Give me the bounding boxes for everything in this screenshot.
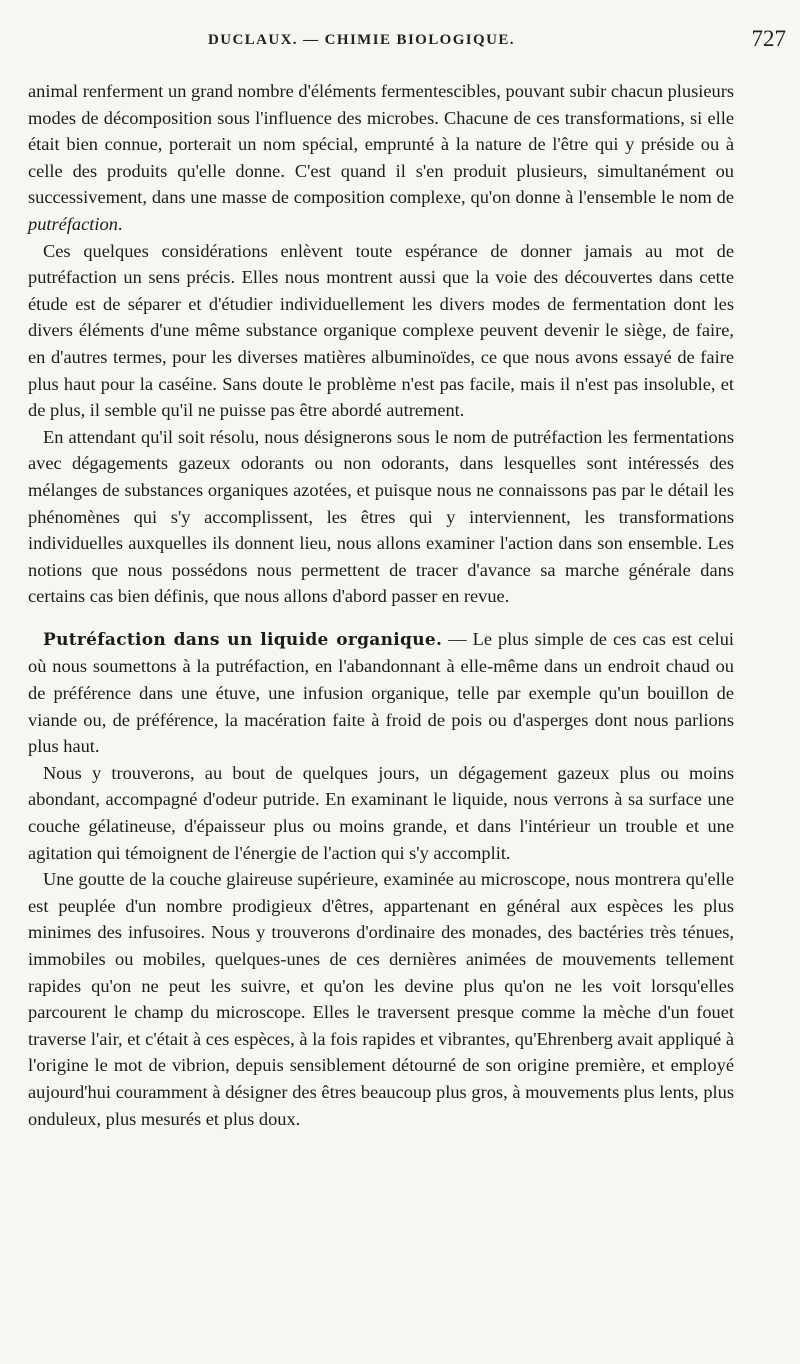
body-text [28, 78, 734, 1132]
paragraph: Nous y trouverons, au bout de quelques jours, un dégagement gazeux plus ou moins abondant, accompagné d'odeur putride. En examinant le liquide, nous verrons à sa surface une couche gélatineuse, d'épaisseur plus ou moins grande, et dans l'intérieur un trouble et une agitation qui témoignent de l'énergie de l'action qui s'y accomplit. [28, 762, 734, 863]
paragraph-text-end: . [117, 213, 123, 234]
section-paragraph [28, 626, 734, 760]
paragraph: Une goutte de la couche glaireuse supérieure, examinée au microscope, nous montrera qu'elle est peuplée d'un nombre prodigieux d'êtres, appartenant en général aux espèces les plus minimes des infusoires. Nous y trouverons d'ordinaire des monades, des bactéries très ténues, immobiles ou mobiles, quelques-unes de ces dernières animées de mouvements tellement rapides qu'on ne peut les suivre, et qu'on les devine plus qu'on ne les voit lorsqu'elles parcourent le champ du microscope. Elles le traversent presque comme la mèche d'un fouet traverse l'air, et c'était à ces espèces, à la fois rapides et vibrantes, qu'Ehrenberg avait appliqué à l'origine le mot de vibrion, depuis sensiblement détourné de son origine première, et employé aujourd'hui couramment à désigner des êtres beaucoup plus gros, à mouvements plus lents, plus onduleux, plus mesurés et plus doux. [28, 869, 734, 1129]
section-gap [28, 610, 734, 626]
paragraph: Ces quelques considérations enlèvent toute espérance de donner jamais au mot de putréfaction un sens précis. Elles nous montrent aussi que la voie des découvertes dans cette étude est de séparer et d'étudier individuellement les divers modes de fermentation dont les divers éléments d'une même substance organique complexe peuvent devenir le siège, de faire, en d'autres termes, pour les diverses matières albuminoïdes, ce que nous avons essayé de faire plus haut pour la caséine. Sans doute le problème n'est pas facile, mais il n'est pas insoluble, et de plus, il semble qu'il ne puisse pas être abordé autrement. [28, 240, 734, 421]
paragraph-text: animal renferment un grand nombre d'éléments fermentescibles, pouvant subir chacun plusieurs modes de décomposition sous l'influence des microbes. Chacune de ces transformations, si elle était bien connue, porterait un nom spécial, emprunté à la nature de l'être qui y préside ou à celle des produits qu'elle donne. C'est quand il s'en produit plusieurs, simultanément ou successivement, dans une masse de composition complexe, qu'on donne à l'ensemble le nom de [28, 81, 734, 208]
page-number: 727 [751, 26, 786, 51]
running-head: DUCLAUX. — CHIMIE BIOLOGIQUE. [208, 32, 515, 48]
section-heading: Putréfaction dans un liquide organique. [43, 629, 443, 650]
section-heading-text: — Le plus simple de ces cas est celui où nous soumettons à la putréfaction, en l'abandonnant à elle-même dans un endroit chaud ou de préférence dans une étuve, une infusion organique, telle par exemple qu'un bouillon de viande ou, de préférence, la macération faite à froid de pois ou d'asperges dont nous parlions plus haut. [28, 628, 735, 757]
page-header [28, 22, 786, 62]
paragraph-continuation [28, 78, 734, 238]
paragraph: En attendant qu'il soit résolu, nous désignerons sous le nom de putréfaction les fermentations avec dégagements gazeux odorants ou non odorants, dans lesquelles sont intéressés des mélanges de substances organiques azotées, et puisque nous ne connaissons pas par le détail les phénomènes qui s'y accomplissent, les êtres qui y interviennent, les transformations individuelles auxquelles ils donnent lieu, nous allons examiner l'action dans son ensemble. Les notions que nous possédons nous permettent de tracer d'avance sa marche générale dans certains cas bien définis, que nous allons d'abord passer en revue. [28, 426, 734, 607]
italic-term: putréfaction [28, 213, 118, 234]
